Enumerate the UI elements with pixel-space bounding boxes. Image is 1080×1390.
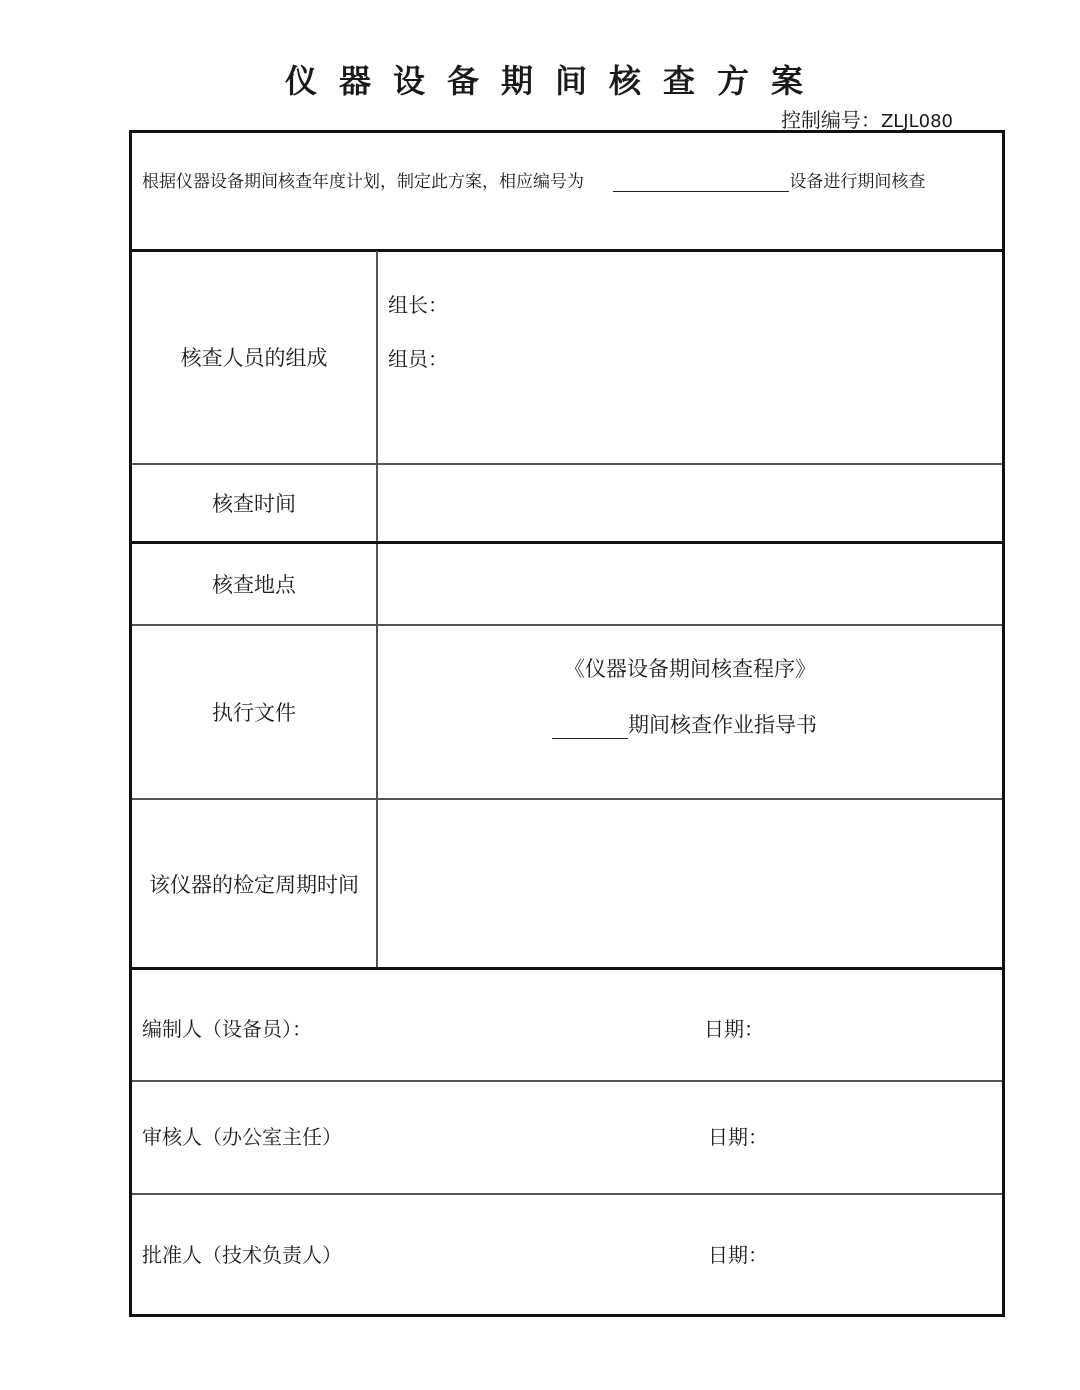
instruction-suffix: 期间核查作业指导书	[628, 713, 817, 737]
compiler-label: 编制人（设备员）：	[142, 1017, 312, 1041]
documents-label: 执行文件	[212, 701, 296, 725]
calibration-period-field[interactable]	[132, 800, 1002, 968]
plan-form	[129, 130, 1005, 1317]
members-field[interactable]: 组员：	[388, 347, 448, 371]
approver-label: 批准人（技术负责人）	[142, 1243, 342, 1267]
calibration-period-label: 该仪器的检定周期时间	[149, 873, 359, 897]
compiler-date-label: 日期：	[704, 1017, 764, 1041]
reviewer-label: 审核人（办公室主任）	[142, 1125, 342, 1149]
leader-field[interactable]: 组长：	[388, 293, 448, 317]
personnel-label: 核查人员的组成	[180, 346, 328, 370]
intro-suffix: 设备进行期间核查	[789, 172, 926, 192]
check-time-label: 核查时间	[212, 492, 296, 516]
intro-text: 根据仪器设备期间核查年度计划，制定此方案，相应编号为	[142, 172, 584, 192]
row-divider	[132, 1193, 1002, 1195]
reviewer-date-label: 日期：	[708, 1125, 768, 1149]
control-number-code: ZLJL080	[880, 111, 953, 132]
intro-statement	[142, 167, 925, 192]
control-number-label: 控制编号：	[780, 108, 881, 132]
equipment-number-blank[interactable]	[613, 173, 789, 192]
procedure-document: 《仪器设备期间核查程序》	[564, 657, 816, 681]
check-location-field[interactable]	[132, 544, 1002, 624]
approver-date-label: 日期：	[708, 1243, 768, 1267]
instruction-document	[552, 709, 817, 739]
page-title: 仪器设备期间核查方案	[284, 62, 825, 100]
row-divider	[132, 1080, 1002, 1082]
check-time-field[interactable]	[132, 465, 1002, 541]
row-divider	[132, 967, 1002, 970]
check-location-label: 核查地点	[212, 573, 296, 597]
control-number	[781, 104, 953, 133]
instruction-blank[interactable]	[552, 716, 628, 739]
